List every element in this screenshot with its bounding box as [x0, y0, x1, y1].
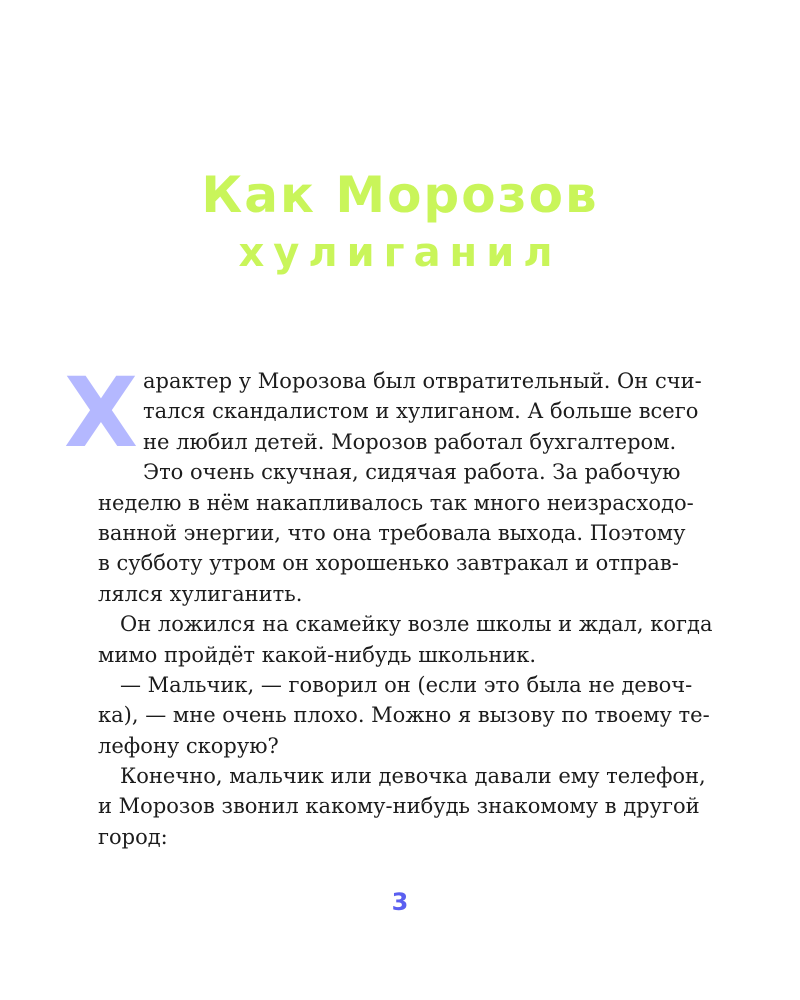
page-number: 3	[391, 888, 409, 916]
chapter-title-line-1: Как Морозов	[201, 166, 599, 224]
text-line: — Мальчик, — говорил он (если это была не девоч-	[120, 672, 693, 697]
text-line: не любил детей. Морозов работал бухгалтером.	[143, 429, 677, 454]
text-line: лефону скорую?	[98, 733, 279, 758]
text-line: в субботу утром он хорошенько завтракал и отправ-	[98, 551, 679, 576]
text-line: мимо пройдёт какой-нибудь школьник.	[98, 642, 537, 667]
text-line: тался скандалистом и хулиганом. А больше всего	[143, 399, 699, 424]
text-line: Это очень скучная, сидячая работа. За рабочую	[143, 460, 681, 485]
text-line: арактер у Морозова был отвратительный. Он счи-	[143, 369, 702, 393]
text-line: ванной энергии, что она требовала выхода. Поэтому	[98, 520, 686, 545]
text-line: Конечно, мальчик или девочка давали ему телефон,	[120, 764, 706, 789]
body-text	[98, 366, 713, 852]
text-line: неделю в нём накапливалось так много неизрасходо-	[98, 490, 694, 515]
text-line: ка), — мне очень плохо. Можно я вызову по твоему те-	[98, 703, 710, 728]
text-line: Он ложился на скамейку возле школы и ждал, когда	[120, 612, 713, 637]
chapter-title-line-2: хулиганил	[238, 230, 562, 276]
drop-cap: Х	[64, 357, 139, 469]
text-line: лялся хулиганить.	[98, 581, 303, 606]
text-line: город:	[98, 824, 168, 849]
text-line: и Морозов звонил какому-нибудь знакомому в другой	[98, 794, 700, 819]
